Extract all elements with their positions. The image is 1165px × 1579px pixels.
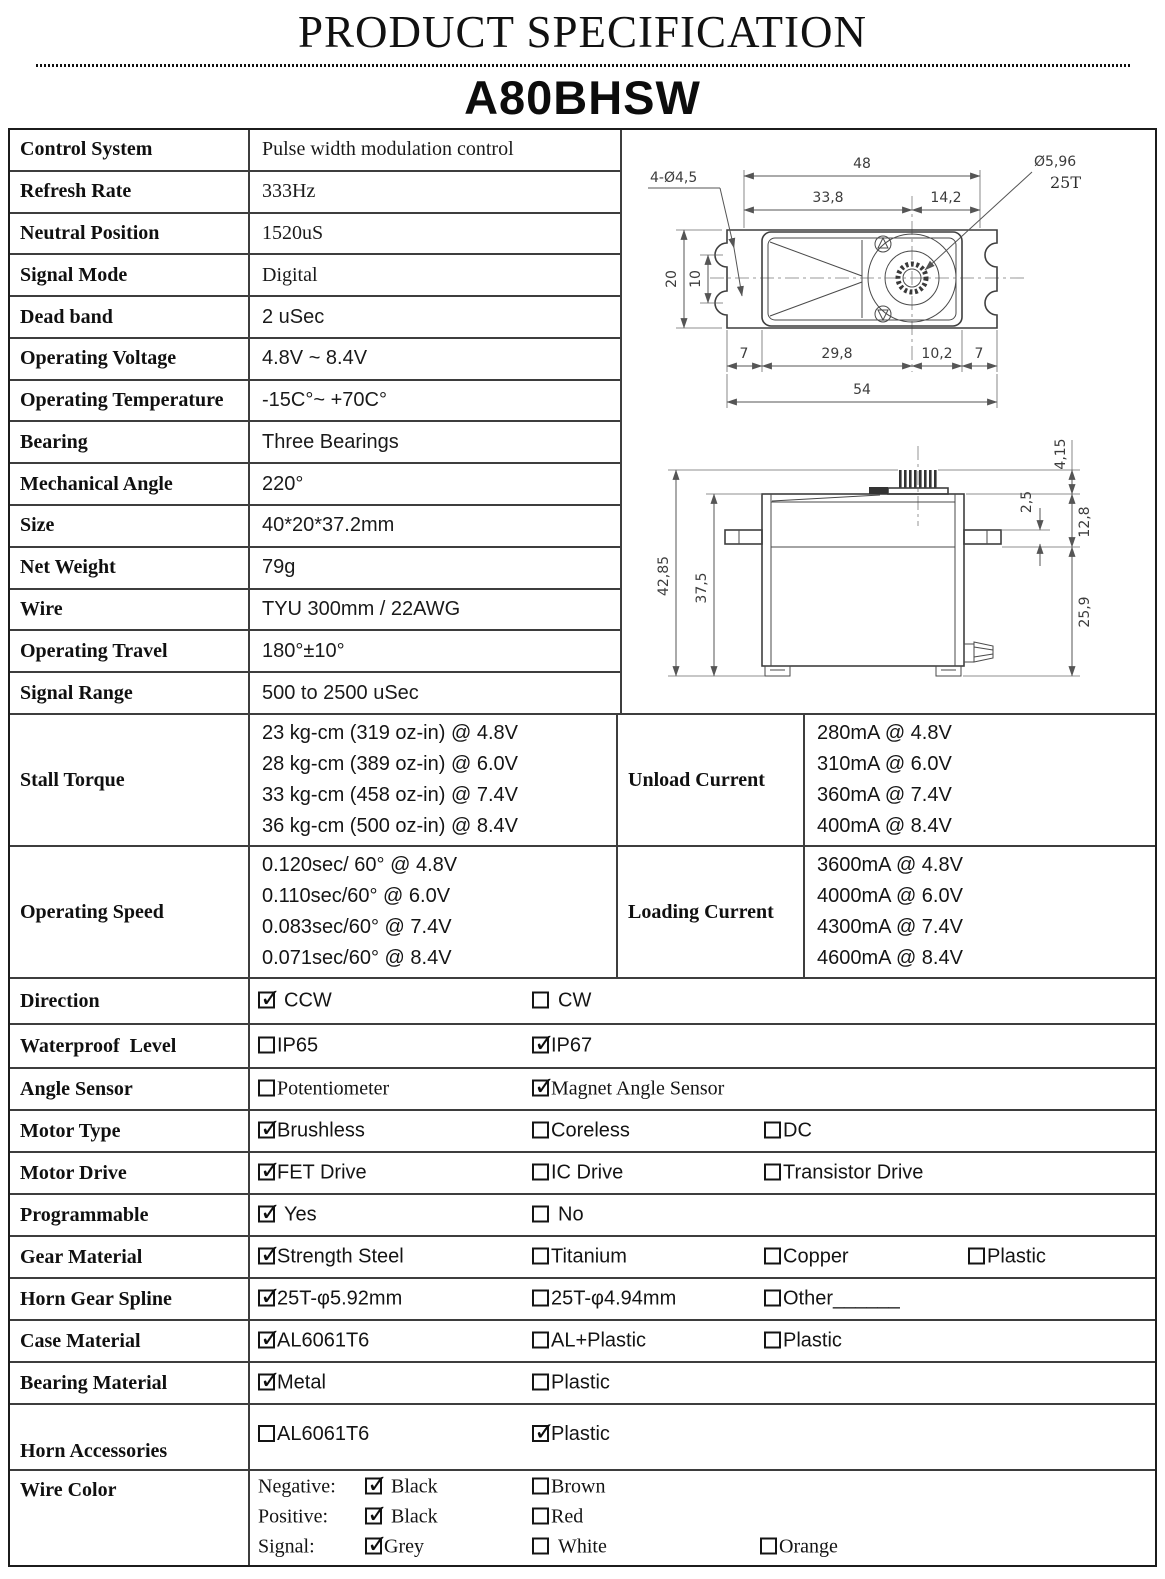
direction-row — [10, 979, 1155, 1025]
spec-value: -15C°~ +70C° — [262, 389, 387, 412]
option-item — [532, 1078, 724, 1101]
unload-current-values — [805, 715, 1155, 845]
spec-label: Net Weight — [10, 548, 250, 588]
spec-value: 333Hz — [262, 180, 316, 203]
option-label: Plastic — [551, 1423, 610, 1445]
checkbox-brushless — [258, 1122, 275, 1139]
dim-label: 10,2 — [921, 346, 953, 362]
spec-value: 500 to 2500 uSec — [262, 681, 419, 704]
checkbox-ccw — [258, 992, 275, 1009]
dotted-divider — [36, 64, 1130, 67]
option-label: 25T-φ4.94mm — [551, 1287, 677, 1310]
spec-value: 79g — [262, 556, 296, 579]
option-item — [764, 1120, 812, 1143]
option-item — [532, 990, 591, 1013]
perf-value: 0.071sec/60° @ 8.4V — [262, 947, 452, 969]
checkbox-programmable-no — [532, 1206, 549, 1223]
option-label: Coreless — [551, 1119, 630, 1142]
checkbox-ic-drive — [532, 1164, 549, 1181]
perf-value: 0.110sec/60° @ 6.0V — [262, 885, 451, 907]
option-item — [258, 1246, 404, 1269]
servo-top-view-drawing — [622, 130, 1157, 430]
checkbox-positive-red — [532, 1508, 549, 1525]
option-item — [532, 1536, 607, 1559]
spec-row-neutral-position — [10, 214, 620, 256]
option-row-label: Gear Material — [10, 1237, 250, 1277]
perf-value: 0.083sec/60° @ 7.4V — [262, 916, 452, 938]
spec-label: Neutral Position — [10, 214, 250, 254]
checkbox-signal-white — [532, 1538, 549, 1555]
spec-value: Digital — [262, 263, 318, 286]
option-item — [258, 1423, 369, 1446]
dim-label: 48 — [853, 156, 871, 172]
checkbox-copper — [764, 1248, 781, 1265]
option-label: Grey — [384, 1535, 424, 1558]
checkbox-potentiometer — [258, 1080, 275, 1097]
checkbox-bearing-plastic — [532, 1374, 549, 1391]
option-label: Black — [391, 1505, 438, 1528]
option-label: Copper — [783, 1245, 849, 1268]
option-item — [532, 1288, 676, 1311]
checkbox-spline-592 — [258, 1290, 275, 1307]
gear-material-row — [10, 1237, 1155, 1279]
perf-value: 36 kg-cm (500 oz-in) @ 8.4V — [262, 815, 518, 837]
spec-label: Signal Mode — [10, 255, 250, 295]
checkbox-strength-steel — [258, 1248, 275, 1265]
spec-value: TYU 300mm / 22AWG — [262, 597, 461, 620]
perf-value: 310mA @ 6.0V — [817, 753, 952, 775]
perf-label: Unload Current — [618, 715, 805, 845]
waterproof-level-row — [10, 1025, 1155, 1069]
option-item — [258, 1162, 367, 1185]
spec-row-bearing — [10, 422, 620, 464]
dim-label: 2,5 — [1019, 490, 1035, 514]
spec-row-mechanical-angle — [10, 464, 620, 506]
page-title: PRODUCT SPECIFICATION — [297, 7, 868, 57]
option-item — [532, 1372, 610, 1395]
option-label: FET Drive — [277, 1161, 367, 1184]
option-item — [258, 1288, 402, 1311]
checkbox-signal-orange — [760, 1538, 777, 1555]
option-label: Metal — [277, 1371, 326, 1394]
model-name: A80BHSW — [464, 71, 701, 124]
servo-side-view-drawing — [622, 430, 1157, 713]
option-label: No — [558, 1203, 584, 1226]
bearing-material-row — [10, 1363, 1155, 1405]
dim-label: 29,8 — [821, 346, 853, 362]
wire-positive-line — [250, 1502, 1155, 1532]
spec-row-signal-mode — [10, 255, 620, 297]
option-label: Potentiometer — [277, 1077, 390, 1100]
checkbox-dc — [764, 1122, 781, 1139]
option-label: Other______ — [783, 1287, 900, 1310]
dim-label: 37,5 — [694, 572, 710, 604]
checkbox-spline-other — [764, 1290, 781, 1307]
option-label: Plastic — [987, 1245, 1046, 1268]
checkbox-fet-drive — [258, 1164, 275, 1181]
stall-torque-row — [10, 715, 1155, 847]
spec-row-wire — [10, 590, 620, 632]
option-row-label: Case Material — [10, 1321, 250, 1361]
dim-label: 10 — [688, 270, 704, 288]
dim-label: 20 — [664, 270, 680, 288]
option-item — [365, 1476, 438, 1499]
dim-label: 54 — [853, 382, 871, 398]
option-row-label: Waterproof Level — [10, 1025, 250, 1067]
spec-label: Operating Travel — [10, 631, 250, 671]
dim-label: 7 — [739, 346, 749, 362]
perf-value: 360mA @ 7.4V — [817, 784, 952, 806]
spec-value: 2 uSec — [262, 305, 325, 328]
spec-rows — [10, 130, 620, 713]
spec-section — [10, 130, 1155, 715]
option-label: Transistor Drive — [783, 1161, 924, 1184]
checkbox-horn-al6061t6 — [258, 1425, 275, 1442]
checkbox-transistor-drive — [764, 1164, 781, 1181]
spec-row-control-system — [10, 130, 620, 172]
option-label: DC — [783, 1119, 812, 1142]
checkbox-ip67 — [532, 1037, 549, 1054]
wire-line-name: Negative: — [258, 1475, 336, 1498]
spec-label: Mechanical Angle — [10, 464, 250, 504]
option-item — [258, 1120, 365, 1143]
motor-drive-row — [10, 1153, 1155, 1195]
perf-value: 3600mA @ 4.8V — [817, 854, 963, 876]
option-row-label: Motor Type — [10, 1111, 250, 1151]
option-row-label: Wire Color — [10, 1471, 250, 1565]
dim-label: 14,2 — [930, 190, 962, 206]
operating-speed-values — [250, 847, 618, 977]
option-item — [532, 1162, 623, 1185]
option-item — [764, 1330, 842, 1353]
spec-row-size — [10, 506, 620, 548]
option-item — [365, 1506, 438, 1529]
spec-row-net-weight — [10, 548, 620, 590]
perf-value: 280mA @ 4.8V — [817, 722, 952, 744]
spec-value: 220° — [262, 472, 304, 495]
checkbox-positive-black — [365, 1508, 382, 1525]
option-row-label: Angle Sensor — [10, 1069, 250, 1109]
horn-gear-spline-row — [10, 1279, 1155, 1321]
option-label: Titanium — [551, 1245, 627, 1268]
option-item — [258, 990, 332, 1013]
option-item — [532, 1246, 627, 1269]
option-label: Black — [391, 1475, 438, 1498]
option-item — [532, 1204, 584, 1227]
angle-sensor-row — [10, 1069, 1155, 1111]
checkbox-gear-plastic — [968, 1248, 985, 1265]
spec-value: Pulse width modulation control — [262, 138, 514, 161]
dim-label: 25,9 — [1077, 596, 1093, 628]
option-row-label: Horn Accessories — [10, 1405, 250, 1469]
option-item — [760, 1536, 838, 1559]
perf-value: 400mA @ 8.4V — [817, 815, 952, 837]
case-material-row — [10, 1321, 1155, 1363]
option-label: 25T-φ5.92mm — [277, 1287, 403, 1310]
wire-color-row — [10, 1471, 1155, 1565]
checkbox-magnet-angle-sensor — [532, 1080, 549, 1097]
spec-label: Wire — [10, 590, 250, 630]
spec-label: Refresh Rate — [10, 172, 250, 212]
spec-label: Bearing — [10, 422, 250, 462]
perf-label: Loading Current — [618, 847, 805, 977]
option-label: Orange — [779, 1535, 838, 1558]
checkbox-negative-brown — [532, 1478, 549, 1495]
programmable-row — [10, 1195, 1155, 1237]
spec-value: Three Bearings — [262, 430, 399, 453]
checkbox-titanium — [532, 1248, 549, 1265]
spec-value: 180°±10° — [262, 639, 345, 662]
option-row-label: Direction — [10, 979, 250, 1023]
perf-value: 4000mA @ 6.0V — [817, 885, 963, 907]
holes-callout: 4-Ø4,5 — [650, 170, 698, 186]
checkbox-cw — [532, 992, 549, 1009]
option-label: Plastic — [551, 1371, 610, 1394]
option-row-label: Horn Gear Spline — [10, 1279, 250, 1319]
spec-row-operating-voltage — [10, 339, 620, 381]
perf-value: 28 kg-cm (389 oz-in) @ 6.0V — [262, 753, 518, 775]
option-item — [532, 1423, 610, 1446]
option-label: Brown — [551, 1475, 606, 1498]
option-label: Red — [551, 1505, 584, 1528]
option-item — [764, 1288, 900, 1311]
option-label: AL6061T6 — [277, 1423, 370, 1445]
wire-negative-line — [250, 1472, 1155, 1502]
spec-row-operating-travel — [10, 631, 620, 673]
option-label: Magnet Angle Sensor — [551, 1077, 725, 1100]
option-item — [968, 1246, 1046, 1269]
option-label: Yes — [284, 1203, 317, 1226]
spec-row-dead-band — [10, 297, 620, 339]
option-label: CCW — [284, 989, 332, 1012]
spec-label: Operating Temperature — [10, 381, 250, 421]
checkbox-spline-494 — [532, 1290, 549, 1307]
spline-diameter-callout: Ø5,96 — [1034, 154, 1077, 170]
spec-row-operating-temperature — [10, 381, 620, 423]
wire-line-name: Signal: — [258, 1535, 315, 1558]
spec-row-refresh-rate — [10, 172, 620, 214]
option-item — [258, 1330, 369, 1353]
option-item — [258, 1035, 318, 1058]
wire-signal-line — [250, 1532, 1155, 1562]
option-label: IP67 — [551, 1034, 593, 1057]
checkbox-metal — [258, 1374, 275, 1391]
spec-value: 40*20*37.2mm — [262, 514, 395, 537]
spec-row-signal-range — [10, 673, 620, 713]
option-item — [258, 1204, 317, 1227]
option-item — [365, 1536, 424, 1559]
option-label: IP65 — [277, 1034, 319, 1057]
spec-label: Dead band — [10, 297, 250, 337]
checkbox-signal-grey — [365, 1538, 382, 1555]
spec-label: Control System — [10, 130, 250, 170]
option-label: AL+Plastic — [551, 1329, 647, 1352]
checkbox-case-plastic — [764, 1332, 781, 1349]
option-row-label: Motor Drive — [10, 1153, 250, 1193]
option-item — [258, 1372, 326, 1395]
option-row-label: Programmable — [10, 1195, 250, 1235]
operating-speed-row — [10, 847, 1155, 979]
perf-value: 4600mA @ 8.4V — [817, 947, 963, 969]
option-item — [532, 1120, 630, 1143]
perf-value: 23 kg-cm (319 oz-in) @ 4.8V — [262, 722, 518, 744]
perf-value: 4300mA @ 7.4V — [817, 916, 963, 938]
checkbox-coreless — [532, 1122, 549, 1139]
option-label: White — [558, 1535, 607, 1558]
spec-label: Operating Voltage — [10, 339, 250, 379]
dim-label: 12,8 — [1077, 506, 1093, 538]
wire-line-name: Positive: — [258, 1505, 329, 1528]
perf-value: 33 kg-cm (458 oz-in) @ 7.4V — [262, 784, 518, 806]
dim-label: 33,8 — [812, 190, 844, 206]
horn-accessories-row — [10, 1405, 1155, 1471]
perf-label: Operating Speed — [10, 847, 250, 977]
option-item — [532, 1476, 605, 1499]
technical-drawing-cell — [620, 130, 1155, 713]
option-label: Strength Steel — [277, 1245, 404, 1268]
option-item — [258, 1078, 389, 1101]
option-label: CW — [558, 989, 592, 1012]
option-item — [764, 1246, 849, 1269]
checkbox-al-plastic — [532, 1332, 549, 1349]
option-row-label: Bearing Material — [10, 1363, 250, 1403]
spline-teeth-callout: 25T — [1050, 173, 1082, 192]
option-item — [532, 1035, 592, 1058]
option-item — [532, 1330, 646, 1353]
dim-label: 4,15 — [1053, 438, 1069, 470]
checkbox-negative-black — [365, 1478, 382, 1495]
checkbox-programmable-yes — [258, 1206, 275, 1223]
dim-label: 7 — [974, 346, 984, 362]
spec-value: 1520uS — [262, 221, 324, 244]
perf-value: 0.120sec/ 60° @ 4.8V — [262, 854, 458, 876]
motor-type-row — [10, 1111, 1155, 1153]
option-item — [764, 1162, 923, 1185]
option-label: IC Drive — [551, 1161, 624, 1184]
dim-label: 42,85 — [656, 555, 672, 597]
option-label: AL6061T6 — [277, 1329, 370, 1352]
perf-label: Stall Torque — [10, 715, 250, 845]
stall-torque-values — [250, 715, 618, 845]
spec-value: 4.8V ~ 8.4V — [262, 347, 368, 370]
checkbox-horn-plastic — [532, 1425, 549, 1442]
checkbox-al6061t6 — [258, 1332, 275, 1349]
option-label: Plastic — [783, 1329, 842, 1352]
checkbox-ip65 — [258, 1037, 275, 1054]
loading-current-values — [805, 847, 1155, 977]
option-label: Brushless — [277, 1119, 365, 1142]
spec-label: Signal Range — [10, 673, 250, 713]
option-item — [532, 1506, 583, 1529]
spec-label: Size — [10, 506, 250, 546]
spec-table — [8, 128, 1157, 1567]
